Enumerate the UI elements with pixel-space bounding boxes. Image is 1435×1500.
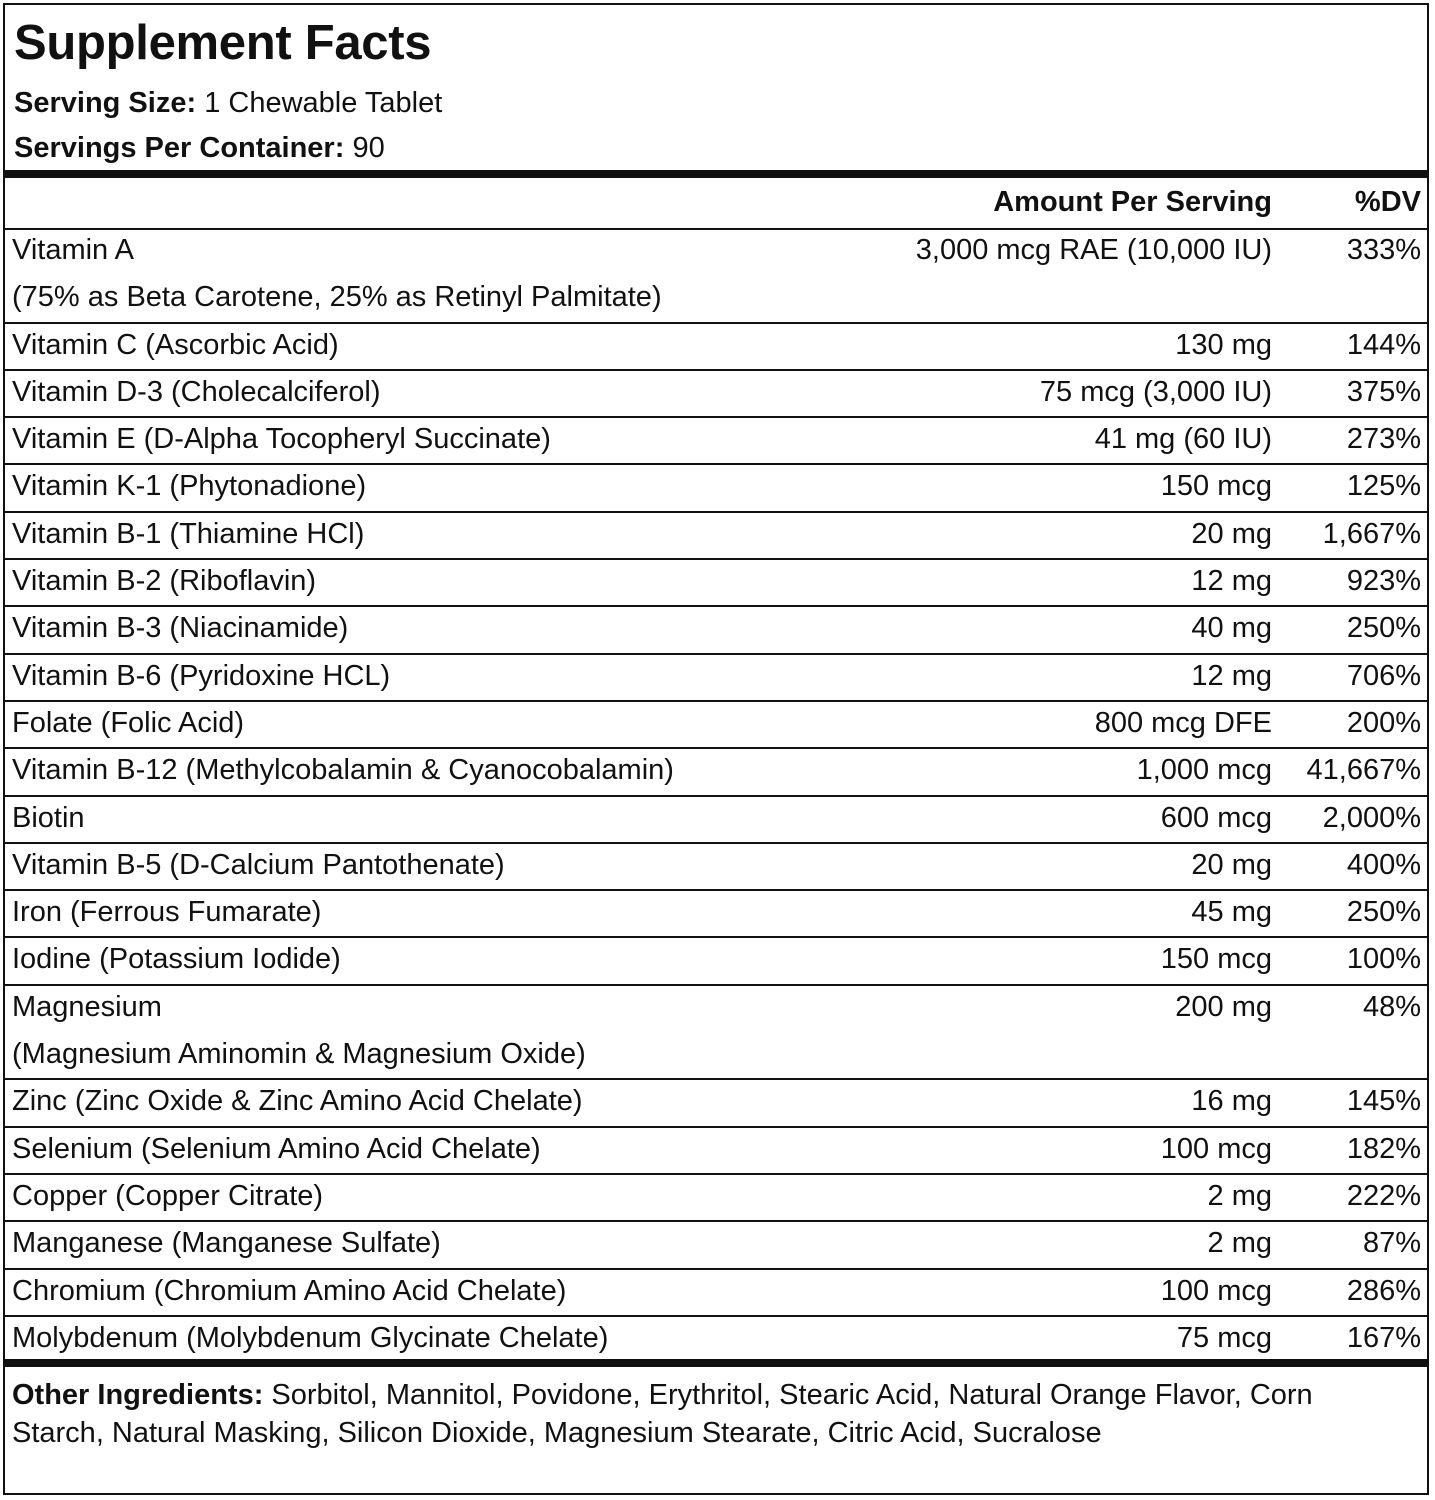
nutrient-dv: 923% xyxy=(1346,565,1421,598)
nutrient-dv: 1,667% xyxy=(1322,517,1421,550)
nutrient-row xyxy=(5,891,1427,938)
nutrient-name: Copper (Copper Citrate) xyxy=(12,1179,324,1212)
nutrient-row xyxy=(5,560,1427,607)
nutrient-amount: 800 mcg DFE xyxy=(1094,706,1272,739)
nutrient-dv: 144% xyxy=(1346,328,1421,361)
thick-divider xyxy=(5,1359,1427,1367)
nutrient-amount: 130 mg xyxy=(1175,328,1272,361)
nutrient-name: Vitamin B-2 (Riboflavin) xyxy=(12,565,317,598)
nutrient-name: Vitamin D-3 (Cholecalciferol) xyxy=(12,375,381,408)
nutrient-name: Vitamin B-3 (Niacinamide) xyxy=(12,612,349,645)
nutrient-name: Iron (Ferrous Fumarate) xyxy=(12,896,322,929)
nutrient-amount: 2 mg xyxy=(1207,1227,1272,1260)
nutrient-row xyxy=(5,1317,1427,1364)
nutrient-amount: 40 mg xyxy=(1191,612,1272,645)
serving-size-value: 1 Chewable Tablet xyxy=(204,87,443,119)
nutrient-dv: 222% xyxy=(1346,1179,1421,1212)
nutrient-row xyxy=(5,749,1427,796)
supplement-facts-panel xyxy=(3,3,1429,1495)
nutrient-dv: 400% xyxy=(1346,848,1421,881)
nutrient-amount: 75 mcg (3,000 IU) xyxy=(1039,375,1272,408)
nutrient-note: (75% as Beta Carotene, 25% as Retinyl Palmitate) xyxy=(12,281,662,313)
other-ingredients-label: Other Ingredients: xyxy=(12,1379,264,1411)
nutrient-name: Vitamin B-12 (Methylcobalamin & Cyanocobalamin) xyxy=(12,754,674,787)
nutrient-name: Vitamin K-1 (Phytonadione) xyxy=(12,470,367,503)
dv-column-header: %DV xyxy=(1354,186,1421,218)
nutrient-amount: 1,000 mcg xyxy=(1136,754,1272,787)
nutrient-dv: 125% xyxy=(1346,470,1421,503)
nutrient-name: Vitamin C (Ascorbic Acid) xyxy=(12,328,339,361)
nutrient-note: (Magnesium Aminomin & Magnesium Oxide) xyxy=(12,1037,586,1070)
nutrient-name: Folate (Folic Acid) xyxy=(12,706,245,739)
nutrient-name: Manganese (Manganese Sulfate) xyxy=(12,1227,441,1260)
nutrient-row xyxy=(5,938,1427,985)
nutrient-amount: 600 mcg xyxy=(1160,801,1272,834)
nutrient-name: Vitamin B-1 (Thiamine HCl) xyxy=(12,517,365,550)
thick-divider xyxy=(5,170,1427,178)
amount-column-header: Amount Per Serving xyxy=(993,186,1272,218)
nutrient-name: Selenium (Selenium Amino Acid Chelate) xyxy=(12,1132,541,1165)
nutrient-dv: 333% xyxy=(1346,234,1421,266)
nutrient-amount: 45 mg xyxy=(1191,896,1272,929)
nutrient-dv: 273% xyxy=(1346,423,1421,456)
nutrient-row xyxy=(5,418,1427,465)
nutrient-row xyxy=(5,702,1427,749)
nutrient-amount: 3,000 mcg RAE (10,000 IU) xyxy=(915,234,1272,266)
other-ingredients xyxy=(12,1376,1412,1452)
nutrient-row xyxy=(5,465,1427,512)
nutrient-row xyxy=(5,324,1427,371)
nutrient-amount: 16 mg xyxy=(1191,1085,1272,1118)
nutrient-row xyxy=(5,1175,1427,1222)
nutrient-name: Vitamin E (D-Alpha Tocopheryl Succinate) xyxy=(12,423,551,456)
nutrient-row xyxy=(5,229,1427,324)
nutrient-amount: 75 mcg xyxy=(1176,1321,1272,1354)
nutrient-amount: 200 mg xyxy=(1175,990,1272,1023)
nutrient-dv: 167% xyxy=(1346,1321,1421,1354)
nutrient-name: Zinc (Zinc Oxide & Zinc Amino Acid Chelate) xyxy=(12,1085,583,1118)
other-ingredients-list: Sorbitol, Mannitol, Povidone, Erythritol, Stearic Acid, Natural Orange Flavor, Corn Starch, Natural Masking, Silicon Dioxide, Magnesium Stearate, Citric Acid, Sucralose xyxy=(12,1379,1313,1449)
nutrient-row xyxy=(5,1270,1427,1317)
nutrient-row xyxy=(5,655,1427,702)
nutrient-row xyxy=(5,797,1427,844)
nutrient-table xyxy=(5,229,1427,1364)
nutrient-row xyxy=(5,986,1427,1081)
nutrient-dv: 145% xyxy=(1346,1085,1421,1118)
nutrient-name: Magnesium xyxy=(12,990,162,1023)
serving-size-label: Serving Size: xyxy=(14,87,197,119)
nutrient-row xyxy=(5,513,1427,560)
nutrient-row xyxy=(5,1080,1427,1127)
nutrient-dv: 182% xyxy=(1346,1132,1421,1165)
nutrient-row xyxy=(5,371,1427,418)
nutrient-dv: 100% xyxy=(1346,943,1421,976)
nutrient-dv: 250% xyxy=(1346,612,1421,645)
nutrient-dv: 286% xyxy=(1346,1274,1421,1307)
servings-per-container-value: 90 xyxy=(352,132,385,164)
nutrient-amount: 100 mcg xyxy=(1160,1132,1272,1165)
nutrient-name: Chromium (Chromium Amino Acid Chelate) xyxy=(12,1274,567,1307)
nutrient-name: Iodine (Potassium Iodide) xyxy=(12,943,341,976)
nutrient-dv: 48% xyxy=(1362,990,1421,1023)
nutrient-name: Biotin xyxy=(12,801,85,834)
nutrient-row xyxy=(5,1222,1427,1269)
nutrient-name: Molybdenum (Molybdenum Glycinate Chelate) xyxy=(12,1321,609,1354)
nutrient-amount: 150 mcg xyxy=(1160,470,1272,503)
nutrient-name: Vitamin B-5 (D-Calcium Pantothenate) xyxy=(12,848,505,881)
nutrient-dv: 375% xyxy=(1346,375,1421,408)
nutrient-dv: 41,667% xyxy=(1306,754,1421,787)
nutrient-dv: 250% xyxy=(1346,896,1421,929)
nutrient-amount: 100 mcg xyxy=(1160,1274,1272,1307)
nutrient-amount: 41 mg (60 IU) xyxy=(1094,423,1272,456)
column-header xyxy=(5,184,1427,230)
serving-size xyxy=(14,85,442,121)
nutrient-row xyxy=(5,1128,1427,1175)
nutrient-name: Vitamin B-6 (Pyridoxine HCL) xyxy=(12,659,391,692)
nutrient-name: Vitamin A xyxy=(12,234,134,266)
nutrient-dv: 706% xyxy=(1346,659,1421,692)
nutrient-dv: 87% xyxy=(1362,1227,1421,1260)
nutrient-dv: 200% xyxy=(1346,706,1421,739)
panel-title: Supplement Facts xyxy=(14,16,432,70)
nutrient-amount: 12 mg xyxy=(1191,565,1272,598)
servings-per-container xyxy=(14,130,385,166)
servings-per-container-label: Servings Per Container: xyxy=(14,132,345,164)
nutrient-amount: 20 mg xyxy=(1191,848,1272,881)
nutrient-dv: 2,000% xyxy=(1322,801,1421,834)
nutrient-amount: 20 mg xyxy=(1191,517,1272,550)
nutrient-row xyxy=(5,607,1427,654)
nutrient-amount: 2 mg xyxy=(1207,1179,1272,1212)
nutrient-amount: 12 mg xyxy=(1191,659,1272,692)
nutrient-amount: 150 mcg xyxy=(1160,943,1272,976)
nutrient-row xyxy=(5,844,1427,891)
